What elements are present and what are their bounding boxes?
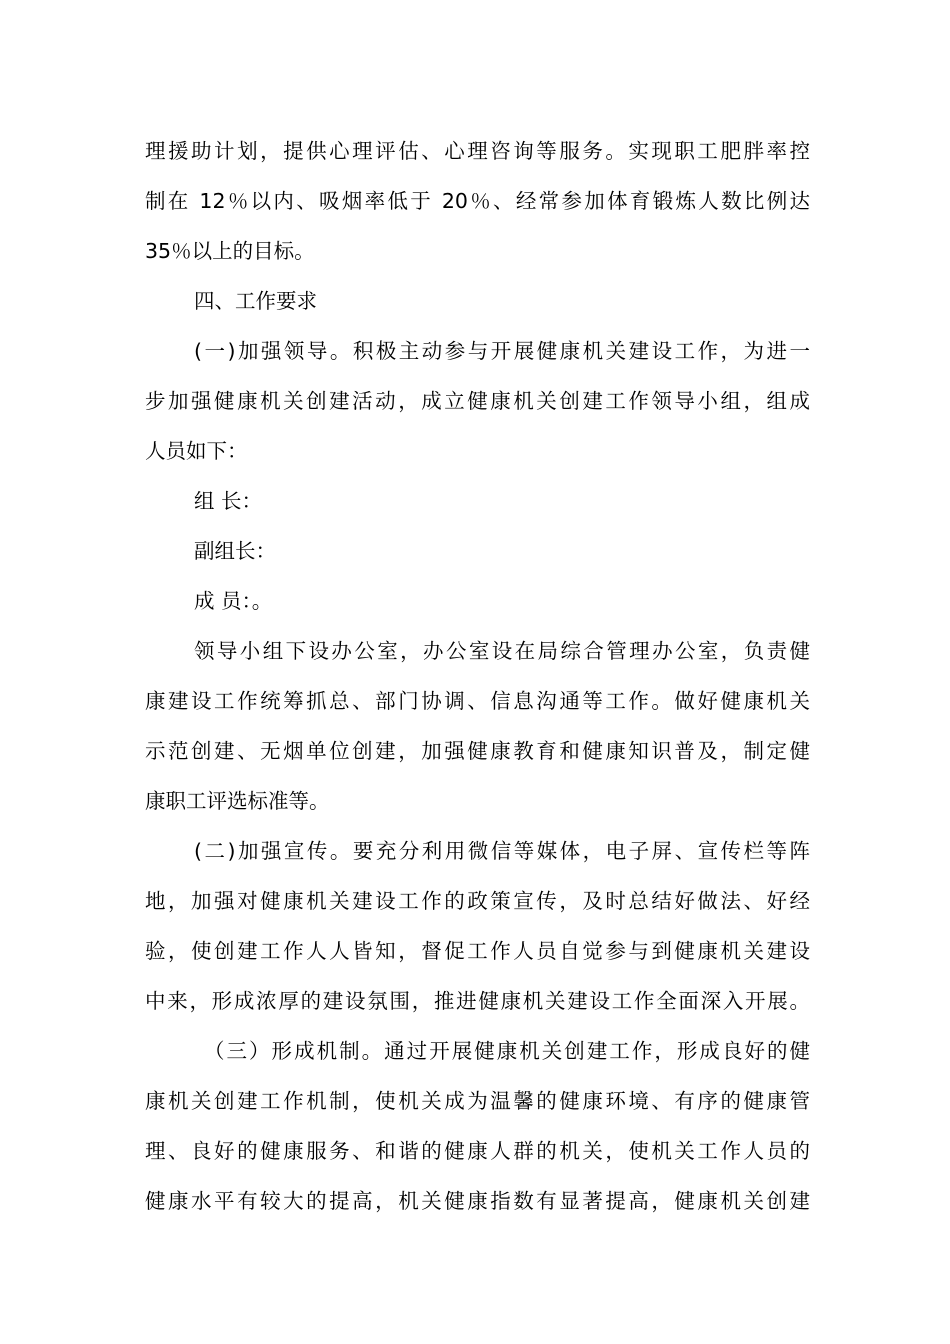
body-line: 步加强健康机关创建活动，成立健康机关创建工作领导小组，组成 (145, 389, 810, 413)
section-heading: 四、工作要求 (194, 289, 317, 313)
body-line: 健康水平有较大的提高，机关健康指数有显著提高，健康机关创建 (145, 1189, 810, 1213)
member-line-members: 成 员：。 (194, 589, 273, 613)
body-line: 康建设工作统筹抓总、部门协调、信息沟通等工作。做好健康机关 (145, 689, 810, 713)
body-line: 理、良好的健康服务、和谐的健康人群的机关，使机关工作人员的 (145, 1139, 810, 1163)
body-line: 康机关创建工作机制，使机关成为温馨的健康环境、有序的健康管 (145, 1089, 810, 1113)
body-line: 领导小组下设办公室，办公室设在局综合管理办公室，负责健 (194, 639, 810, 663)
body-line: 人员如下： (145, 439, 248, 463)
body-line: 中来，形成浓厚的建设氛围，推进健康机关建设工作全面深入开展。 (145, 989, 810, 1013)
body-line: (二)加强宣传。要充分利用微信等媒体，电子屏、宣传栏等阵 (194, 839, 810, 863)
body-line: 35％以上的目标。 (145, 239, 315, 263)
body-line: 地，加强对健康机关建设工作的政策宣传，及时总结好做法、好经 (145, 889, 810, 913)
body-line: (一)加强领导。积极主动参与开展健康机关建设工作，为进一 (194, 339, 810, 363)
document-body (145, 126, 810, 1226)
body-line: 制在 12％以内、吸烟率低于 20％、经常参加体育锻炼人数比例达 (145, 189, 810, 213)
body-line: 示范创建、无烟单位创建，加强健康教育和健康知识普及，制定健 (145, 739, 810, 763)
body-line: 理援助计划，提供心理评估、心理咨询等服务。实现职工肥胖率控 (145, 139, 810, 163)
member-line-leader: 组 长： (194, 489, 263, 513)
member-line-deputy: 副组长： (194, 539, 276, 563)
body-line: 康职工评选标准等。 (145, 789, 330, 813)
body-line: 验，使创建工作人人皆知，督促工作人员自觉参与到健康机关建设 (145, 939, 810, 963)
body-line: （三）形成机制。通过开展健康机关创建工作，形成良好的健 (204, 1039, 810, 1063)
